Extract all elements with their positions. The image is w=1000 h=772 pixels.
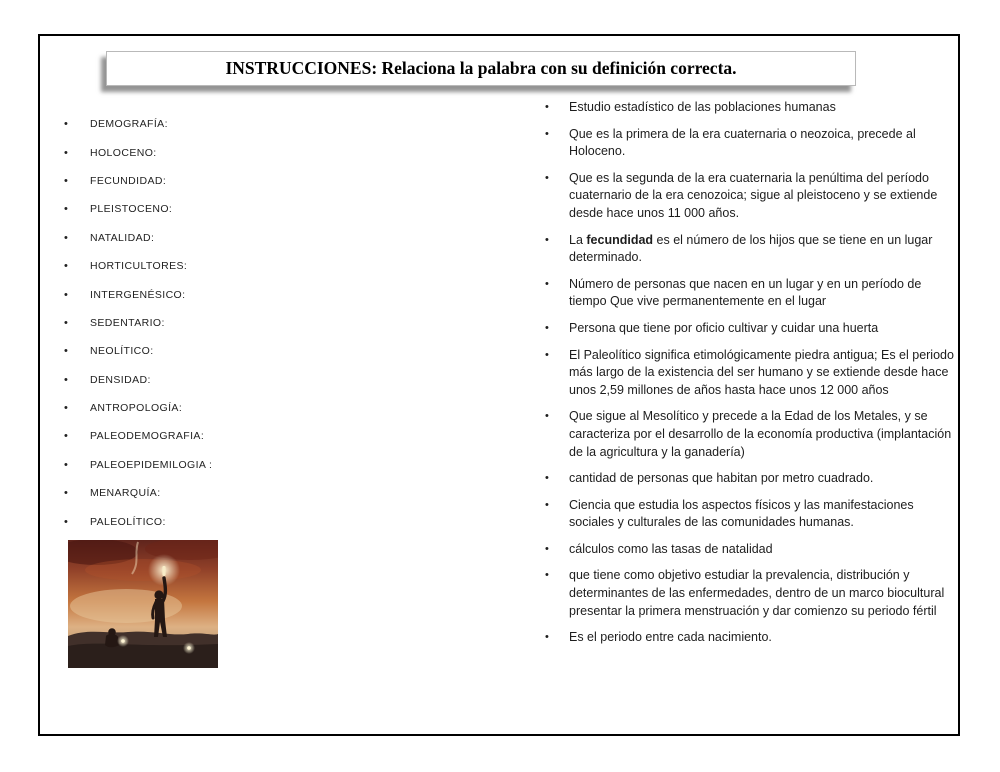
definition-item[interactable] <box>545 320 957 338</box>
term-item[interactable] <box>64 167 284 195</box>
term-label: PALEODEMOGRAFIA: <box>90 430 205 443</box>
term-item[interactable] <box>64 110 284 138</box>
definition-item[interactable] <box>545 347 957 400</box>
bullet-icon: • <box>545 472 549 485</box>
bullet-icon: • <box>64 458 69 471</box>
term-label: FECUNDIDAD: <box>90 174 167 187</box>
definition-item[interactable] <box>545 629 957 647</box>
term-label: SEDENTARIO: <box>90 316 165 329</box>
definition-item[interactable] <box>545 232 957 267</box>
definition-text: Persona que tiene por oficio cultivar y cuidar una huerta <box>569 320 879 335</box>
definition-text-part: es el número de los hijos que se tiene en un lugar determinado. <box>569 232 933 265</box>
term-item[interactable] <box>64 224 284 252</box>
definition-text: Que sigue al Mesolítico y precede a la Edad de los Metales, y se caracteriza por el desarrollo de la economía productiva (implantación de la agricultura y la ganadería) <box>569 409 952 459</box>
definition-text: cálculos como las tasas de natalidad <box>569 541 773 556</box>
bullet-icon: • <box>545 348 549 361</box>
definition-text: cantidad de personas que habitan por metro cuadrado. <box>569 471 874 486</box>
bullet-icon: • <box>64 373 69 386</box>
definition-item[interactable] <box>545 567 957 620</box>
definition-text-part: La <box>569 232 587 247</box>
term-label: PLEISTOCENO: <box>90 203 173 216</box>
term-item[interactable] <box>64 366 284 394</box>
term-item[interactable] <box>64 394 284 422</box>
prehistoric-painting <box>68 540 218 668</box>
term-item[interactable] <box>64 138 284 166</box>
bullet-icon: • <box>545 542 549 555</box>
definition-item[interactable] <box>545 126 957 161</box>
definition-text <box>569 232 957 267</box>
term-label: MENARQUÍA: <box>90 487 161 500</box>
term-label: PALEOEPIDEMILOGIA : <box>90 458 213 471</box>
bullet-icon: • <box>545 498 549 511</box>
bullet-icon: • <box>64 430 69 443</box>
definition-text: Es el periodo entre cada nacimiento. <box>569 630 772 645</box>
term-item[interactable] <box>64 479 284 507</box>
definition-item[interactable] <box>545 276 957 311</box>
term-item[interactable] <box>64 451 284 479</box>
bullet-icon: • <box>64 288 69 301</box>
definition-item[interactable] <box>545 170 957 223</box>
bullet-icon: • <box>64 487 69 500</box>
term-label: ANTROPOLOGÍA: <box>90 402 183 415</box>
definition-text: Estudio estadístico de las poblaciones humanas <box>569 100 836 114</box>
definition-text: Número de personas que nacen en un lugar y en un período de tiempo Que vive permanentemente en el lugar <box>569 276 922 309</box>
term-item[interactable] <box>64 337 284 365</box>
definition-item[interactable] <box>545 541 957 559</box>
bullet-icon: • <box>64 316 69 329</box>
bullet-icon: • <box>64 118 69 131</box>
term-label: PALEOLÍTICO: <box>90 515 166 528</box>
bullet-icon: • <box>545 277 549 290</box>
bullet-icon: • <box>64 146 69 159</box>
term-item[interactable] <box>64 280 284 308</box>
term-label: NEOLÍTICO: <box>90 345 154 358</box>
definition-text: Que es la primera de la era cuaternaria o neozoica, precede al Holoceno. <box>569 126 916 159</box>
bullet-icon: • <box>64 345 69 358</box>
bullet-icon: • <box>545 569 549 582</box>
definition-item[interactable] <box>545 470 957 488</box>
definition-item[interactable] <box>545 408 957 461</box>
bullet-icon: • <box>64 231 69 244</box>
term-label: HORTICULTORES: <box>90 260 188 273</box>
page-title: INSTRUCCIONES: Relaciona la palabra con su definición correcta. <box>225 58 737 78</box>
term-item[interactable] <box>64 195 284 223</box>
term-item[interactable] <box>64 422 284 450</box>
bullet-icon: • <box>64 203 69 216</box>
bullet-icon: • <box>64 402 69 415</box>
prehistoric-painting-graphic <box>68 540 218 668</box>
term-label: INTERGENÉSICO: <box>90 288 186 301</box>
bullet-icon: • <box>545 631 549 644</box>
bullet-icon: • <box>545 233 549 246</box>
bullet-icon: • <box>64 515 69 528</box>
term-label: DEMOGRAFÍA: <box>90 118 168 131</box>
term-label: NATALIDAD: <box>90 231 155 244</box>
definition-text: que tiene como objetivo estudiar la prevalencia, distribución y determinantes de las enfermedades, dentro de un marco biocultural presentar la primera menstruación y dar comienzo su periodo fértil <box>569 568 945 618</box>
title-banner <box>106 51 856 86</box>
bullet-icon: • <box>545 321 549 334</box>
definition-text: El Paleolítico significa etimológicamente piedra antigua; Es el periodo más largo de la existencia del ser humano y se extiende desde hace unos 2,59 millones de años hasta hace unos 12 000 años <box>569 347 954 397</box>
definition-text: Ciencia que estudia los aspectos físicos y las manifestaciones sociales y culturales de las comunidades humanas. <box>569 497 914 530</box>
bullet-icon: • <box>64 260 69 273</box>
definitions-list <box>545 99 957 656</box>
bullet-icon: • <box>64 174 69 187</box>
bullet-icon: • <box>545 171 549 184</box>
definition-text-bold: fecundidad <box>586 232 654 247</box>
term-item[interactable] <box>64 252 284 280</box>
bullet-icon: • <box>545 101 549 113</box>
definition-text: Que es la segunda de la era cuaternaria la penúltima del período cuaternario de la era cenozoica; sigue al pleistoceno y se extiende desde hace unos 11 000 años. <box>569 170 938 220</box>
term-item[interactable] <box>64 309 284 337</box>
bullet-icon: • <box>545 410 549 423</box>
term-item[interactable] <box>64 507 284 535</box>
bullet-icon: • <box>545 127 549 140</box>
definition-item[interactable] <box>545 99 957 117</box>
terms-list <box>64 110 284 536</box>
definition-item[interactable] <box>545 497 957 532</box>
term-label: DENSIDAD: <box>90 373 151 386</box>
term-label: HOLOCENO: <box>90 146 157 159</box>
